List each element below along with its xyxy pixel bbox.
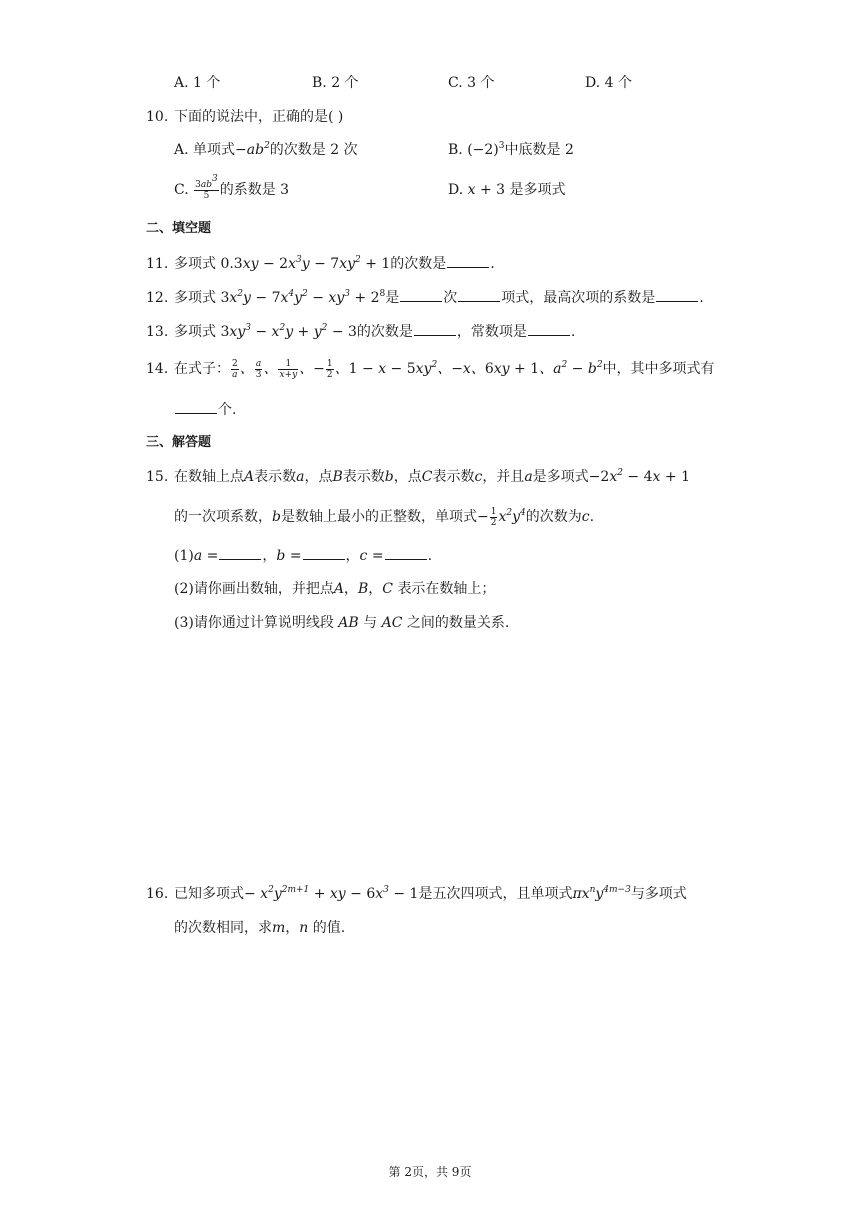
q10-option-a (174, 140, 358, 160)
var-A: A (244, 469, 255, 485)
question-stem: 下面的说法中，正确的是( ) (174, 109, 344, 125)
answer-blank[interactable] (528, 321, 570, 336)
question-text: 多项式 (174, 256, 221, 272)
question-text: 是 (385, 290, 400, 306)
question-number: 11. (146, 256, 169, 272)
q10-option-d (448, 180, 566, 200)
option-text: 的系数是 3 (219, 182, 290, 198)
question-text: 的一次项系数， (174, 509, 272, 525)
question-text: 是五次四项式，且单项式 (418, 886, 573, 902)
question-text: 与 (363, 615, 378, 631)
question-number: 10. (146, 109, 169, 125)
punctuation: . (490, 256, 495, 272)
answer-blank[interactable] (400, 287, 442, 302)
question-15-line2 (174, 503, 594, 531)
question-text: 多项式 (174, 290, 221, 306)
question-text: (3)请你通过计算说明线段 (174, 615, 334, 631)
question-15-part3: (3)请你通过计算说明线段 AB 与 AC 之间的数量关系. (174, 615, 510, 631)
question-text: 的次数是 (356, 324, 413, 340)
var-b: b (272, 509, 281, 525)
question-text: 的值. (312, 920, 346, 936)
question-text: 是多项式 (532, 469, 589, 485)
punctuation: . (570, 324, 576, 340)
math-expression: $\pi x^ny^{4m-3}$ (572, 885, 631, 902)
answer-blank[interactable] (458, 287, 500, 302)
option-label: B. (448, 142, 468, 158)
option-text: 是多项式 (505, 182, 566, 198)
question-text: (2)请你画出数轴，并把点 (174, 581, 334, 597)
answer-blank[interactable] (414, 321, 456, 336)
math-expression: − $x^2y^{2m+1}$ + xy − $6x^3 - 1$ (244, 885, 419, 902)
var-a: a (296, 469, 305, 485)
question-text: ，点 (393, 469, 422, 485)
question-text: 项式，最高次项的系数是 (501, 290, 656, 306)
math-expression: − $\frac{1}{2}$ $x^2y^4$ (476, 506, 526, 528)
question-text: 在数轴上点 (174, 469, 244, 485)
part-label: (1) (174, 548, 194, 564)
math-expression: $3xy^3 - x^2y + y^2 - 3$ (220, 323, 357, 340)
question-number: 15. (146, 469, 169, 485)
question-number: 13. (146, 324, 169, 340)
q9-option-c: C. 3 个 (448, 75, 495, 91)
q10-option-c (174, 176, 289, 204)
var-B: B (332, 469, 343, 485)
question-10 (146, 107, 343, 127)
answer-blank[interactable] (656, 287, 698, 302)
question-16 (146, 884, 687, 904)
q9-option-d: D. 4 个 (585, 75, 632, 91)
math-expression: $-ab^2$ (235, 141, 270, 158)
math-expression: x + 3 (467, 182, 506, 198)
question-text: ，并且 (482, 469, 525, 485)
section-heading-fill-in: 二、填空题 (146, 221, 212, 236)
math-expression: $(-2)^3$ (467, 141, 505, 158)
question-11 (146, 253, 495, 274)
question-13 (146, 321, 575, 342)
punctuation: . (699, 290, 704, 306)
question-15 (146, 467, 690, 487)
question-text: 表示在数轴上； (397, 581, 496, 597)
question-number: 14. (146, 361, 169, 377)
var-c: c (581, 509, 590, 525)
question-16-line2: 的次数相同，求m，n 的值. (174, 920, 346, 936)
option-label: C. (174, 182, 194, 198)
question-text: 的次数相同，求 (174, 920, 272, 936)
q9-option-b: B. 2 个 (312, 75, 359, 91)
punctuation: . (589, 509, 595, 525)
option-label: A. 单项式 (174, 142, 236, 158)
question-12 (146, 287, 704, 308)
q10-option-b (448, 140, 574, 160)
question-14 (146, 355, 715, 383)
question-text: ，点 (304, 469, 333, 485)
question-number: 16. (146, 886, 169, 902)
q9-option-a: A. 1 个 (174, 75, 221, 91)
question-text: 的次数是 (390, 256, 447, 272)
answer-blank-a[interactable] (219, 545, 261, 560)
var-b: b (384, 469, 394, 485)
answer-blank[interactable] (447, 253, 489, 268)
answer-blank[interactable] (175, 399, 217, 414)
var-C: C (421, 469, 433, 485)
option-label: D. (448, 182, 468, 198)
question-number: 12. (146, 290, 169, 306)
question-text: 表示数 (342, 469, 385, 485)
question-text: 是数轴上最小的正整数，单项式 (280, 509, 477, 525)
question-text: 多项式 (174, 324, 221, 340)
math-expression: $3x^2y - 7x^4y^2 - xy^3 + 2^8$ (220, 289, 386, 306)
math-expression-list: $\frac{2}{a}$ 、 $\frac{a}{3}$ 、 $\frac{1}{x+y}$ 、− $\frac{1}{2}$ 、$1 - x - 5xy^2$、−x、6xy + 1、$a^2 - b^2$ (232, 358, 603, 380)
question-15-part1: (1)a = ，b = ，c = . (174, 545, 432, 566)
question-text: 在式子： (174, 361, 230, 377)
math-expression: $0.3xy - 2x^3y - 7xy^2 + 1$ (220, 255, 391, 272)
question-text: 中，其中多项式有 (602, 361, 715, 377)
question-text: 与多项式 (630, 886, 687, 902)
var-c: c (474, 469, 483, 485)
page-footer: 第 2页，共 9页 (388, 1165, 472, 1179)
question-text: 次 (443, 290, 458, 306)
fraction: $\frac{3ab^3}{5}$ (195, 174, 218, 201)
var-a: a (524, 469, 533, 485)
question-15-part2: (2)请你画出数轴，并把点A，B，C 表示在数轴上； (174, 581, 496, 597)
question-text: ，常数项是 (456, 324, 527, 340)
question-text: 的次数为 (525, 509, 582, 525)
question-14-continued (174, 399, 236, 420)
question-text: 表示数 (254, 469, 297, 485)
question-text: 个. (218, 402, 237, 418)
question-text: 之间的数量关系. (406, 615, 510, 631)
option-text: 的次数是 2 次 (269, 142, 358, 158)
option-text: 中底数是 2 (504, 142, 574, 158)
math-expression: $-2x^2 - 4x + 1$ (588, 468, 690, 485)
section-heading-solve: 三、解答题 (146, 435, 212, 450)
answer-blank-b[interactable] (303, 545, 345, 560)
answer-blank-c[interactable] (385, 545, 427, 560)
question-text: 表示数 (432, 469, 475, 485)
question-text: 已知多项式 (174, 886, 244, 902)
